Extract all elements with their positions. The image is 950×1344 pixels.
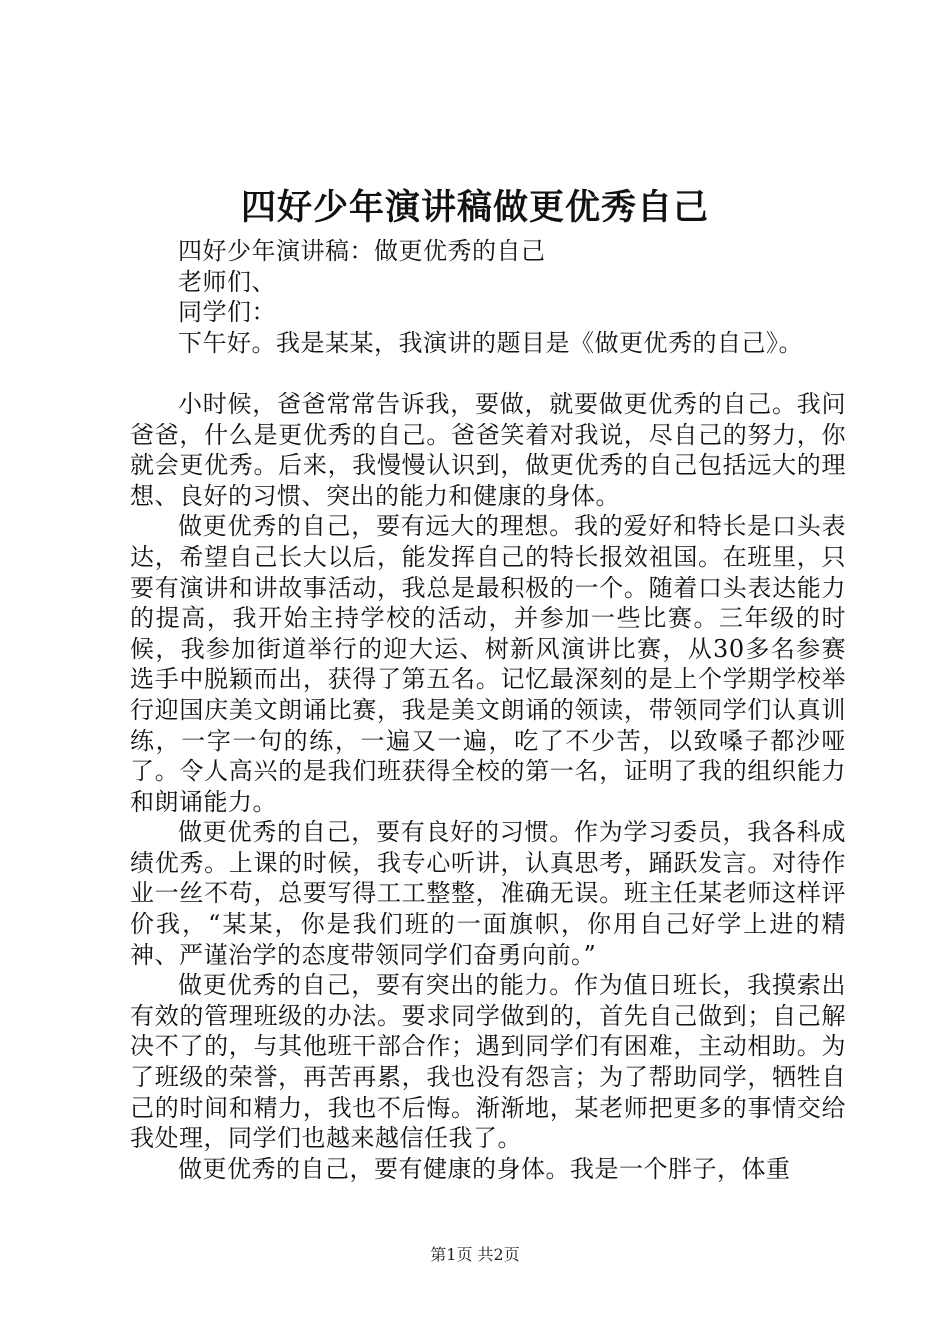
salutation-teachers: 老师们、	[178, 267, 276, 296]
body-paragraph: 小时候，爸爸常常告诉我，要做，就要做更优秀的自己。我问爸爸，什么是更优秀的自己。爸爸笑着对我说，尽自己的努力，你就会更优秀。后来，我慢慢认识到，做更优秀的自己包括远大的理想、良好的习惯、突出的能力和健康的身体。	[130, 389, 846, 510]
document-body	[130, 236, 846, 1184]
body-paragraph: 做更优秀的自己，要有良好的习惯。作为学习委员，我各科成绩优秀。上课的时候，我专心听讲，认真思考，踊跃发言。对待作业一丝不苟，总要写得工工整整，准确无误。班主任某老师这样评价我，“某某，你是我们班的一面旗帜，你用自己好学上进的精神、严谨治学的态度带领同学们奋勇向前。”	[130, 818, 846, 969]
page-title: 四好少年演讲稿做更优秀自己	[240, 187, 709, 228]
body-paragraph: 做更优秀的自己，要有远大的理想。我的爱好和特长是口头表达，希望自己长大以后，能发挥自己的特长报效祖国。在班里，只要有演讲和讲故事活动，我总是最积极的一个。随着口头表达能力的提高，我开始主持学校的活动，并参加一些比赛。三年级的时候，我参加街道举行的迎大运、树新风演讲比赛，从30多名参赛选手中脱颖而出，获得了第五名。记忆最深刻的是上个学期学校举行迎国庆美文朗诵比赛，我是美文朗诵的领读，带领同学们认真训练，一字一句的练，一遍又一遍，吃了不少苦，以致嗓子都沙哑了。令人高兴的是我们班获得全校的第一名，证明了我的组织能力和朗诵能力。	[130, 512, 846, 816]
body-paragraph: 做更优秀的自己，要有突出的能力。作为值日班长，我摸索出有效的管理班级的办法。要求同学做到的，首先自己做到；自己解决不了的，与其他班干部合作；遇到同学们有困难，主动相助。为了班级的荣誉，再苦再累，我也没有怨言；为了帮助同学，牺牲自己的时间和精力，我也不后悔。渐渐地，某老师把更多的事情交给我处理，同学们也越来越信任我了。	[130, 971, 846, 1153]
salutation-students: 同学们：	[178, 298, 276, 327]
speech-subtitle: 四好少年演讲稿：做更优秀的自己	[178, 237, 546, 265]
page-footer: 第1页 共2页	[430, 1245, 520, 1264]
greeting-paragraph: 下午好。我是某某，我演讲的题目是《做更优秀的自己》。	[178, 328, 803, 357]
body-paragraph: 做更优秀的自己，要有健康的身体。我是一个胖子，体重	[178, 1154, 791, 1183]
blank-line	[130, 358, 846, 389]
